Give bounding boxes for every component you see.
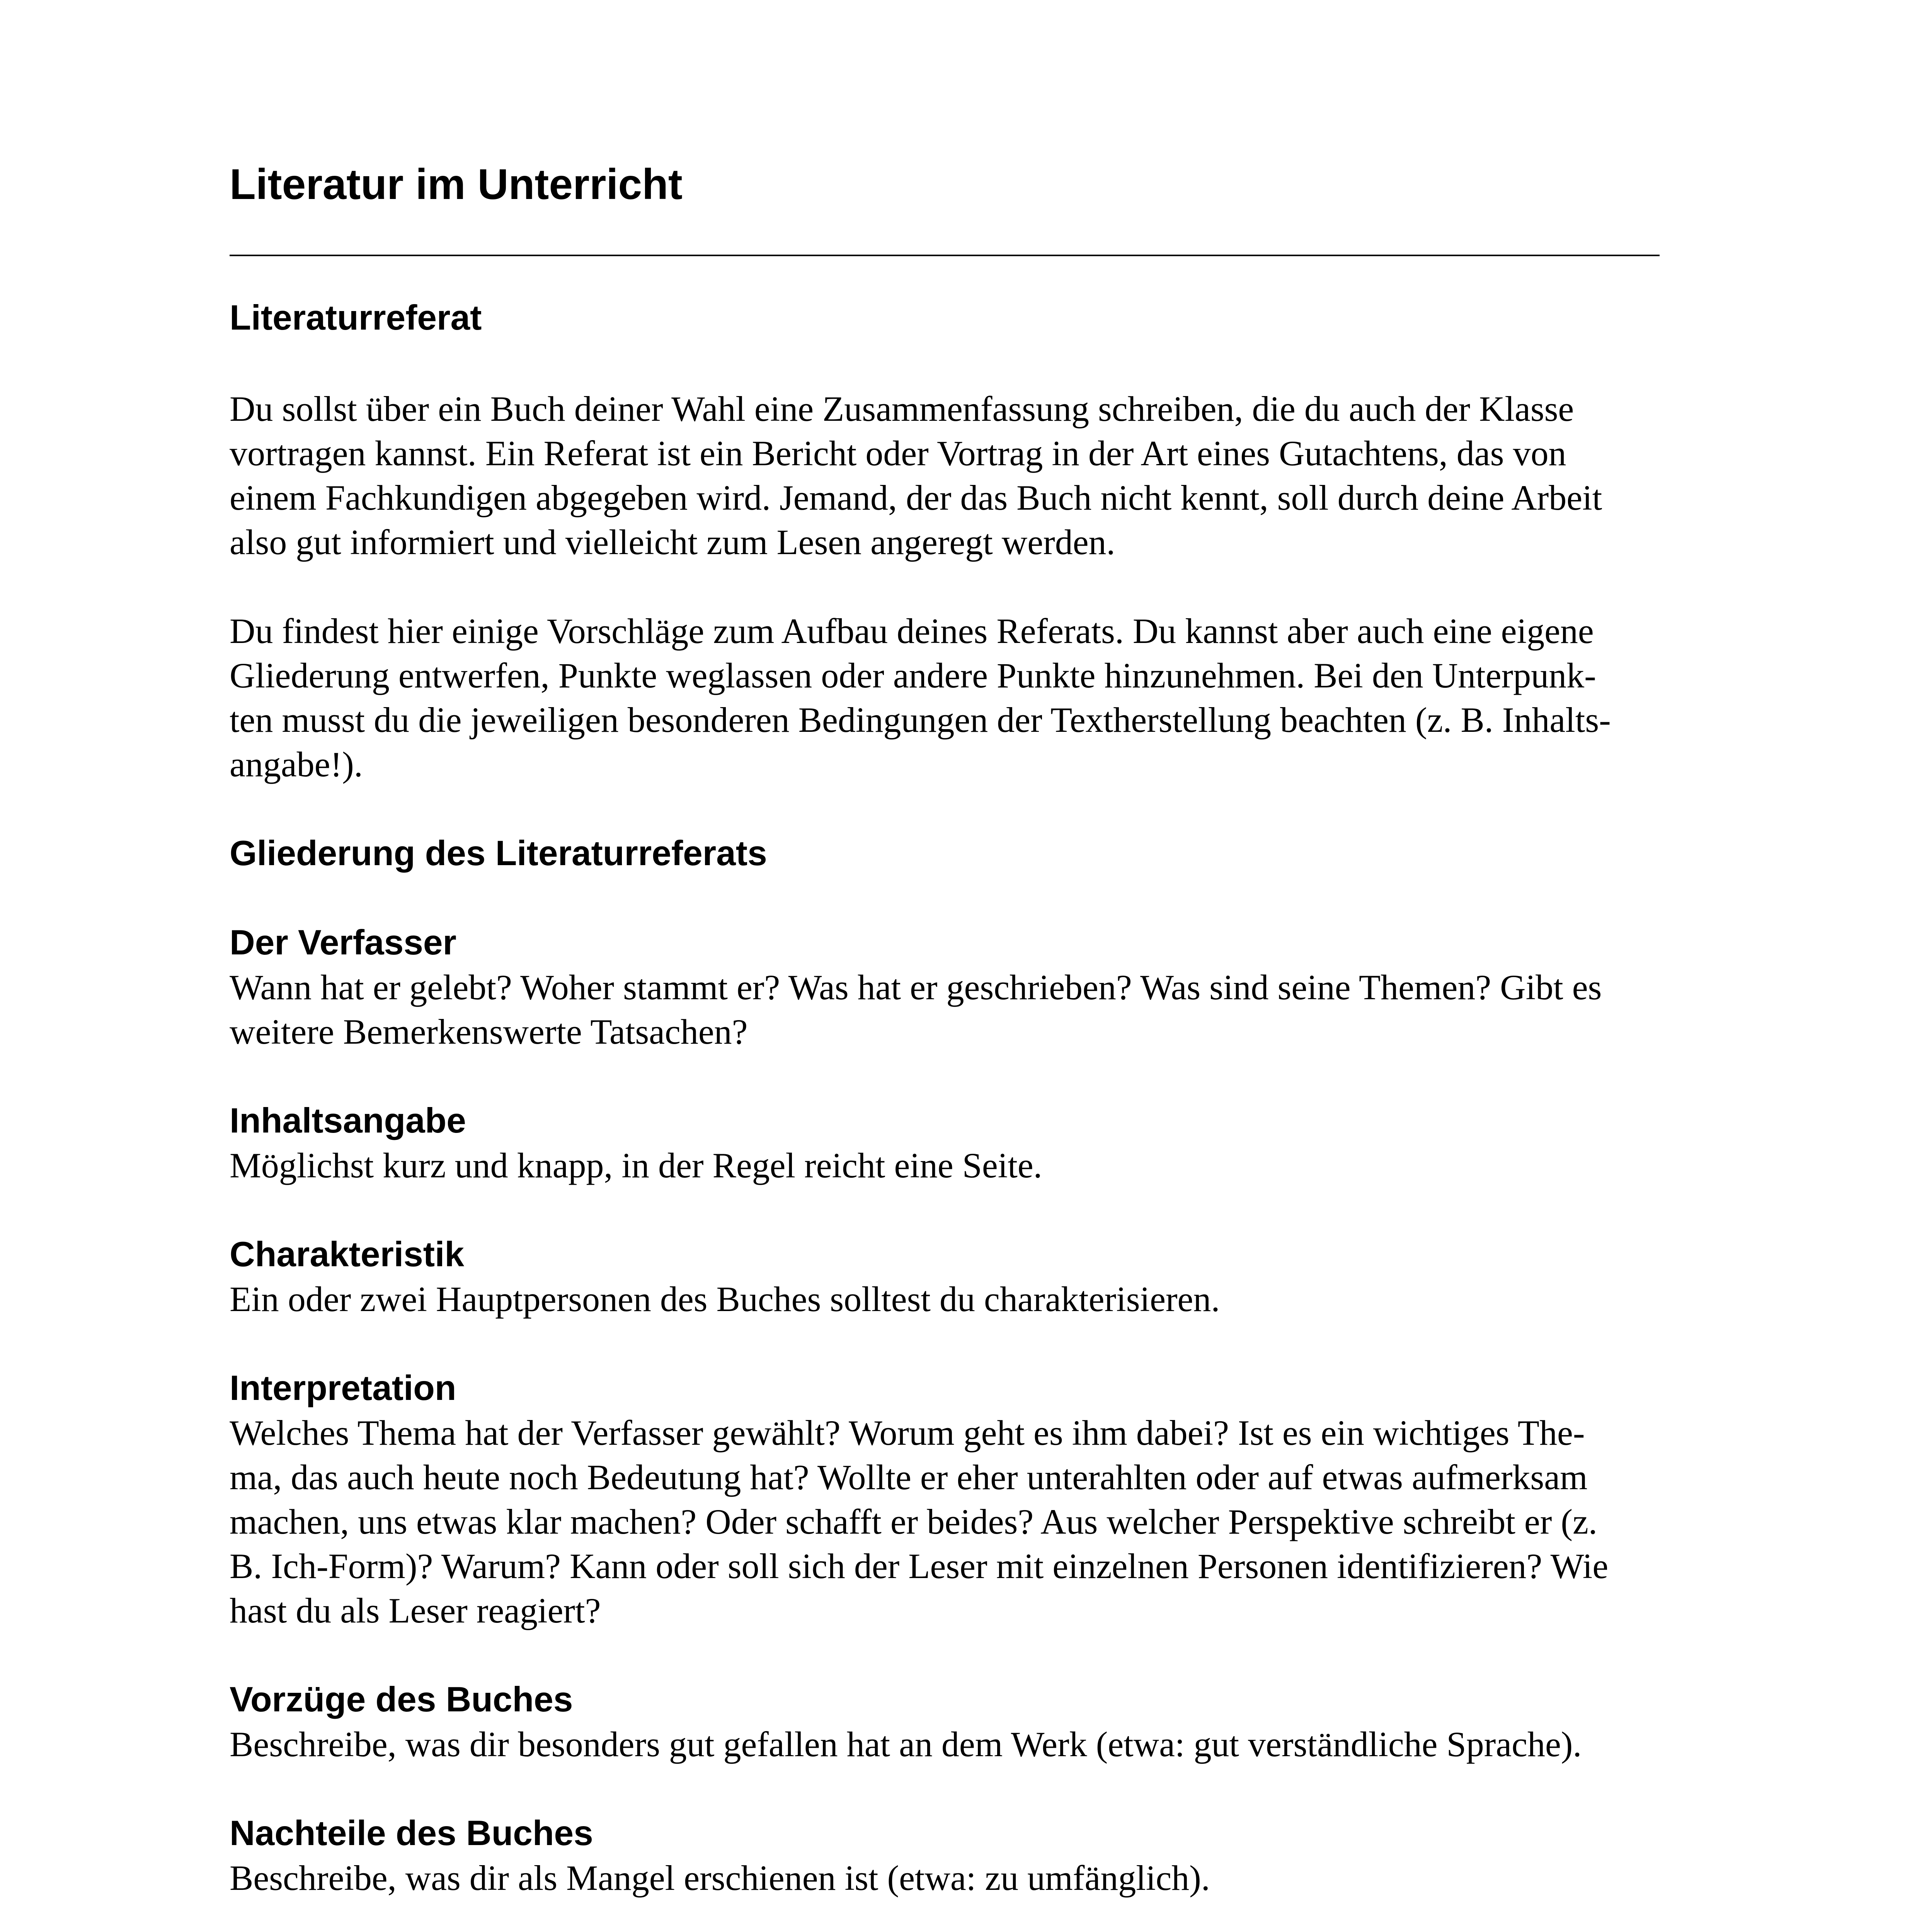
text-line: machen, uns etwas klar machen? Oder schafft er beides? Aus welcher Perspektive schreibt er (z. [230,1502,1597,1541]
section-heading-gliederung: Gliederung des Literaturreferats [230,834,767,873]
text-line: also gut informiert und vielleicht zum Lesen angeregt werden. [230,522,1115,562]
subsection-text-verfasser [230,965,1760,1054]
subsection-title-verfasser: Der Verfasser [230,923,456,962]
text-line: Wann hat er gelebt? Woher stammt er? Was hat er geschrieben? Was sind seine Themen? Gibt es [230,968,1602,1007]
text-line: angabe!). [230,745,363,784]
subsection-text-inhaltsangabe [230,1143,1760,1188]
text-line: Ein oder zwei Hauptpersonen des Buches solltest du charakterisieren. [230,1279,1220,1319]
text-line: Du sollst über ein Buch deiner Wahl eine Zusammenfassung schreiben, die du auch der Klasse [230,389,1574,429]
intro-paragraph-1 [230,387,1760,565]
page-header-title: Literatur im Unterricht [230,160,683,208]
subsection-text-nachteile [230,1856,1760,1900]
text-line: ma, das auch heute noch Bedeutung hat? Wollte er eher unterahlten oder auf etwas aufmerksam [230,1458,1588,1497]
text-line: Welches Thema hat der Verfasser gewählt? Worum geht es ihm dabei? Ist es ein wichtiges The- [230,1413,1585,1452]
header-divider [230,255,1660,256]
subsection-title-interpretation: Interpretation [230,1369,456,1408]
document-page [230,0,1760,1932]
subsection-text-interpretation [230,1411,1760,1633]
intro-paragraph-2 [230,609,1760,787]
text-line: ten musst du die jeweiligen besonderen Bedingungen der Textherstellung beachten (z. B. Inhalts- [230,700,1611,740]
text-line: Beschreibe, was dir als Mangel erschienen ist (etwa: zu umfänglich). [230,1858,1210,1898]
subsection-title-charakteristik: Charakteristik [230,1235,464,1274]
section-heading-literaturreferat: Literaturreferat [230,298,482,337]
text-line: B. Ich-Form)? Warum? Kann oder soll sich der Leser mit einzelnen Personen identifizieren? Wie [230,1546,1609,1586]
subsection-text-vorzuege [230,1722,1760,1767]
text-line: Möglichst kurz und knapp, in der Regel reicht eine Seite. [230,1146,1042,1185]
subsection-title-nachteile: Nachteile des Buches [230,1814,593,1853]
text-line: Beschreibe, was dir besonders gut gefallen hat an dem Werk (etwa: gut verständliche Sprache). [230,1725,1582,1764]
text-line: einem Fachkundigen abgegeben wird. Jemand, der das Buch nicht kennt, soll durch deine Arbeit [230,478,1602,517]
subsection-title-vorzuege: Vorzüge des Buches [230,1680,573,1719]
text-line: weitere Bemerkenswerte Tatsachen? [230,1012,748,1051]
text-line: vortragen kannst. Ein Referat ist ein Bericht oder Vortrag in der Art eines Gutachtens, das von [230,434,1566,473]
text-line: Gliederung entwerfen, Punkte weglassen oder andere Punkte hinzunehmen. Bei den Unterpunk- [230,656,1596,695]
text-line: Du findest hier einige Vorschläge zum Aufbau deines Referats. Du kannst aber auch eine eigene [230,611,1594,651]
text-line: hast du als Leser reagiert? [230,1591,601,1630]
subsection-text-charakteristik [230,1277,1760,1321]
subsection-title-inhaltsangabe: Inhaltsangabe [230,1101,466,1140]
document-body [230,296,1760,1932]
